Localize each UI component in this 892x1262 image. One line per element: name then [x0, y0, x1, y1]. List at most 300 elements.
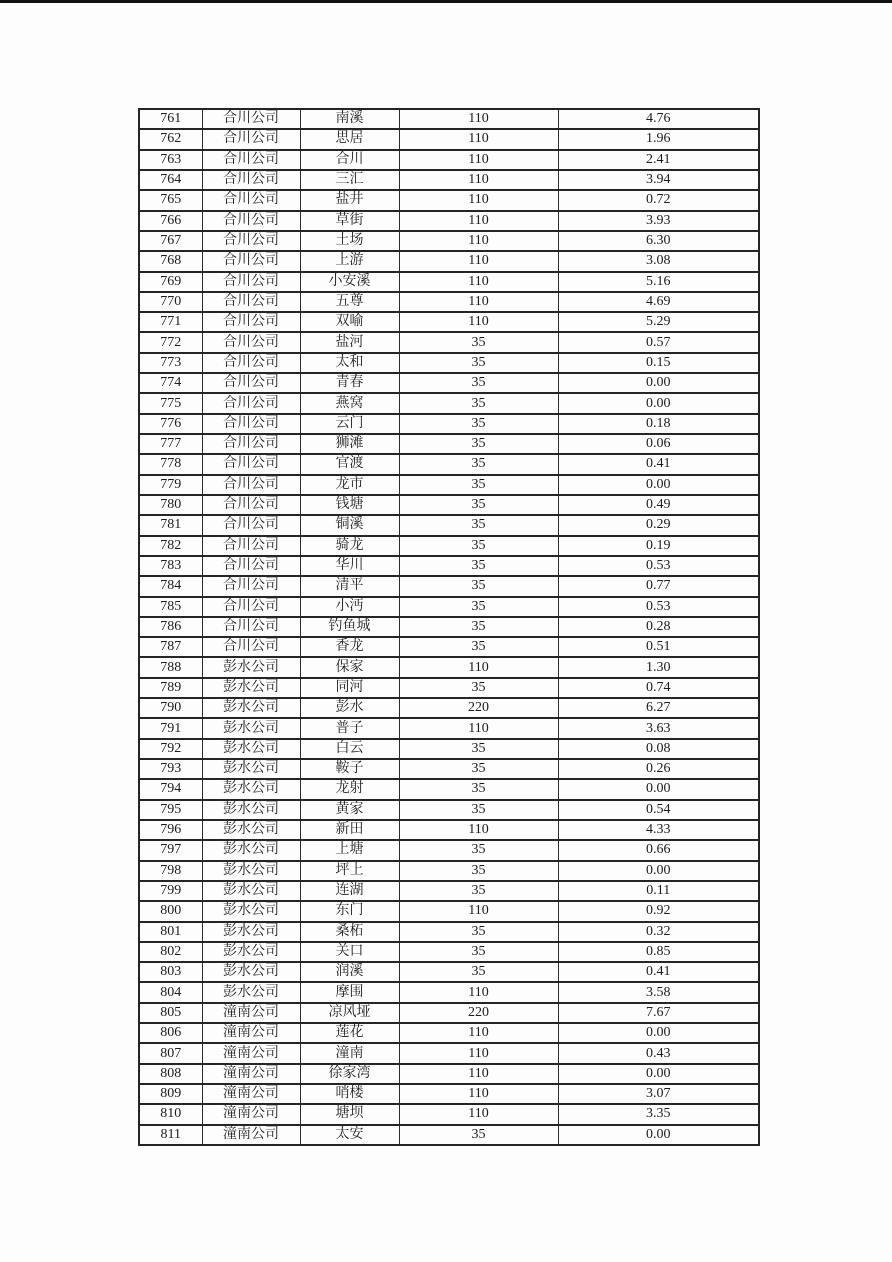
value-cell: 0.18 — [558, 414, 759, 434]
table-row — [139, 109, 759, 129]
table-row — [139, 718, 759, 738]
row-number-cell: 801 — [139, 922, 202, 942]
table-row — [139, 901, 759, 921]
company-cell: 彭水公司 — [202, 881, 300, 901]
row-number-cell: 799 — [139, 881, 202, 901]
company-cell: 彭水公司 — [202, 962, 300, 982]
company-cell: 合川公司 — [202, 251, 300, 271]
station-cell: 燕窝 — [300, 393, 399, 413]
row-number-cell: 764 — [139, 170, 202, 190]
row-number-cell: 802 — [139, 942, 202, 962]
table-row — [139, 1043, 759, 1063]
voltage-cell: 110 — [399, 718, 558, 738]
row-number-cell: 779 — [139, 475, 202, 495]
table-row — [139, 881, 759, 901]
company-cell: 潼南公司 — [202, 1125, 300, 1145]
voltage-cell: 220 — [399, 698, 558, 718]
station-cell: 盐井 — [300, 190, 399, 210]
company-cell: 彭水公司 — [202, 982, 300, 1002]
station-cell: 太和 — [300, 353, 399, 373]
table-row — [139, 779, 759, 799]
table-row — [139, 251, 759, 271]
value-cell: 0.00 — [558, 1023, 759, 1043]
value-cell: 0.57 — [558, 332, 759, 352]
company-cell: 彭水公司 — [202, 657, 300, 677]
row-number-cell: 781 — [139, 515, 202, 535]
table-row — [139, 231, 759, 251]
company-cell: 合川公司 — [202, 272, 300, 292]
value-cell: 0.29 — [558, 515, 759, 535]
row-number-cell: 807 — [139, 1043, 202, 1063]
row-number-cell: 777 — [139, 434, 202, 454]
station-cell: 小安溪 — [300, 272, 399, 292]
table-row — [139, 475, 759, 495]
table-row — [139, 454, 759, 474]
voltage-cell: 35 — [399, 962, 558, 982]
company-cell: 彭水公司 — [202, 739, 300, 759]
table-row — [139, 190, 759, 210]
voltage-cell: 35 — [399, 597, 558, 617]
station-cell: 钱塘 — [300, 495, 399, 515]
voltage-cell: 110 — [399, 657, 558, 677]
voltage-cell: 35 — [399, 678, 558, 698]
station-cell: 新田 — [300, 820, 399, 840]
row-number-cell: 811 — [139, 1125, 202, 1145]
station-cell: 上游 — [300, 251, 399, 271]
company-cell: 合川公司 — [202, 211, 300, 231]
row-number-cell: 787 — [139, 637, 202, 657]
table-row — [139, 982, 759, 1002]
company-cell: 潼南公司 — [202, 1003, 300, 1023]
station-cell: 清平 — [300, 576, 399, 596]
row-number-cell: 769 — [139, 272, 202, 292]
table-row — [139, 698, 759, 718]
company-cell: 彭水公司 — [202, 922, 300, 942]
station-cell: 五尊 — [300, 292, 399, 312]
table-row — [139, 1125, 759, 1145]
row-number-cell: 785 — [139, 597, 202, 617]
station-cell: 连湖 — [300, 881, 399, 901]
value-cell: 0.00 — [558, 779, 759, 799]
row-number-cell: 797 — [139, 840, 202, 860]
row-number-cell: 783 — [139, 556, 202, 576]
company-cell: 合川公司 — [202, 231, 300, 251]
data-table — [138, 108, 760, 1146]
voltage-cell: 110 — [399, 292, 558, 312]
table-row — [139, 861, 759, 881]
voltage-cell: 35 — [399, 840, 558, 860]
row-number-cell: 786 — [139, 617, 202, 637]
value-cell: 0.00 — [558, 861, 759, 881]
company-cell: 潼南公司 — [202, 1043, 300, 1063]
value-cell: 5.29 — [558, 312, 759, 332]
company-cell: 合川公司 — [202, 515, 300, 535]
value-cell: 0.41 — [558, 454, 759, 474]
company-cell: 合川公司 — [202, 536, 300, 556]
row-number-cell: 805 — [139, 1003, 202, 1023]
table-row — [139, 536, 759, 556]
value-cell: 0.49 — [558, 495, 759, 515]
company-cell: 彭水公司 — [202, 861, 300, 881]
voltage-cell: 35 — [399, 495, 558, 515]
company-cell: 合川公司 — [202, 312, 300, 332]
station-cell: 思居 — [300, 129, 399, 149]
voltage-cell: 35 — [399, 475, 558, 495]
scan-artifact-line — [0, 0, 892, 3]
row-number-cell: 806 — [139, 1023, 202, 1043]
company-cell: 潼南公司 — [202, 1104, 300, 1124]
company-cell: 合川公司 — [202, 393, 300, 413]
value-cell: 3.07 — [558, 1084, 759, 1104]
voltage-cell: 35 — [399, 881, 558, 901]
company-cell: 合川公司 — [202, 434, 300, 454]
table-row — [139, 637, 759, 657]
station-cell: 鞍子 — [300, 759, 399, 779]
row-number-cell: 792 — [139, 739, 202, 759]
value-cell: 0.00 — [558, 1125, 759, 1145]
row-number-cell: 796 — [139, 820, 202, 840]
value-cell: 0.51 — [558, 637, 759, 657]
value-cell: 0.92 — [558, 901, 759, 921]
company-cell: 合川公司 — [202, 353, 300, 373]
table-row — [139, 414, 759, 434]
value-cell: 0.53 — [558, 597, 759, 617]
station-cell: 坪上 — [300, 861, 399, 881]
value-cell: 0.11 — [558, 881, 759, 901]
station-cell: 土场 — [300, 231, 399, 251]
company-cell: 合川公司 — [202, 617, 300, 637]
station-cell: 徐家湾 — [300, 1064, 399, 1084]
value-cell: 0.43 — [558, 1043, 759, 1063]
station-cell: 云门 — [300, 414, 399, 434]
table-row — [139, 840, 759, 860]
value-cell: 3.93 — [558, 211, 759, 231]
company-cell: 彭水公司 — [202, 698, 300, 718]
station-cell: 三汇 — [300, 170, 399, 190]
station-cell: 小沔 — [300, 597, 399, 617]
value-cell: 1.30 — [558, 657, 759, 677]
row-number-cell: 776 — [139, 414, 202, 434]
table-row — [139, 556, 759, 576]
value-cell: 0.32 — [558, 922, 759, 942]
value-cell: 0.53 — [558, 556, 759, 576]
station-cell: 南溪 — [300, 109, 399, 129]
row-number-cell: 798 — [139, 861, 202, 881]
voltage-cell: 110 — [399, 982, 558, 1002]
voltage-cell: 35 — [399, 454, 558, 474]
voltage-cell: 35 — [399, 617, 558, 637]
company-cell: 合川公司 — [202, 292, 300, 312]
station-cell: 东门 — [300, 901, 399, 921]
voltage-cell: 35 — [399, 922, 558, 942]
row-number-cell: 763 — [139, 150, 202, 170]
table-row — [139, 1064, 759, 1084]
voltage-cell: 110 — [399, 1023, 558, 1043]
voltage-cell: 110 — [399, 820, 558, 840]
station-cell: 青春 — [300, 373, 399, 393]
voltage-cell: 35 — [399, 800, 558, 820]
company-cell: 彭水公司 — [202, 678, 300, 698]
row-number-cell: 775 — [139, 393, 202, 413]
value-cell: 7.67 — [558, 1003, 759, 1023]
row-number-cell: 809 — [139, 1084, 202, 1104]
company-cell: 合川公司 — [202, 454, 300, 474]
table-row — [139, 129, 759, 149]
voltage-cell: 35 — [399, 353, 558, 373]
voltage-cell: 110 — [399, 211, 558, 231]
company-cell: 彭水公司 — [202, 840, 300, 860]
value-cell: 4.76 — [558, 109, 759, 129]
company-cell: 彭水公司 — [202, 718, 300, 738]
table-row — [139, 617, 759, 637]
voltage-cell: 35 — [399, 414, 558, 434]
row-number-cell: 795 — [139, 800, 202, 820]
voltage-cell: 110 — [399, 1043, 558, 1063]
table-row — [139, 657, 759, 677]
company-cell: 彭水公司 — [202, 901, 300, 921]
value-cell: 3.08 — [558, 251, 759, 271]
voltage-cell: 110 — [399, 272, 558, 292]
value-cell: 1.96 — [558, 129, 759, 149]
row-number-cell: 808 — [139, 1064, 202, 1084]
value-cell: 6.27 — [558, 698, 759, 718]
row-number-cell: 788 — [139, 657, 202, 677]
row-number-cell: 771 — [139, 312, 202, 332]
voltage-cell: 110 — [399, 901, 558, 921]
table-row — [139, 373, 759, 393]
row-number-cell: 800 — [139, 901, 202, 921]
company-cell: 合川公司 — [202, 109, 300, 129]
row-number-cell: 773 — [139, 353, 202, 373]
row-number-cell: 768 — [139, 251, 202, 271]
voltage-cell: 35 — [399, 637, 558, 657]
station-cell: 华川 — [300, 556, 399, 576]
row-number-cell: 790 — [139, 698, 202, 718]
value-cell: 0.66 — [558, 840, 759, 860]
table-row — [139, 962, 759, 982]
row-number-cell: 803 — [139, 962, 202, 982]
station-cell: 草街 — [300, 211, 399, 231]
company-cell: 合川公司 — [202, 373, 300, 393]
row-number-cell: 765 — [139, 190, 202, 210]
table-row — [139, 1104, 759, 1124]
row-number-cell: 767 — [139, 231, 202, 251]
station-cell: 凉风垭 — [300, 1003, 399, 1023]
voltage-cell: 110 — [399, 1104, 558, 1124]
value-cell: 0.26 — [558, 759, 759, 779]
voltage-cell: 35 — [399, 515, 558, 535]
voltage-cell: 35 — [399, 861, 558, 881]
company-cell: 彭水公司 — [202, 759, 300, 779]
company-cell: 合川公司 — [202, 556, 300, 576]
station-cell: 龙市 — [300, 475, 399, 495]
row-number-cell: 782 — [139, 536, 202, 556]
row-number-cell: 810 — [139, 1104, 202, 1124]
value-cell: 0.28 — [558, 617, 759, 637]
company-cell: 合川公司 — [202, 190, 300, 210]
company-cell: 彭水公司 — [202, 820, 300, 840]
company-cell: 合川公司 — [202, 150, 300, 170]
table-row — [139, 332, 759, 352]
value-cell: 0.00 — [558, 475, 759, 495]
table-row — [139, 353, 759, 373]
voltage-cell: 35 — [399, 434, 558, 454]
station-cell: 彭水 — [300, 698, 399, 718]
company-cell: 合川公司 — [202, 332, 300, 352]
row-number-cell: 793 — [139, 759, 202, 779]
voltage-cell: 220 — [399, 1003, 558, 1023]
voltage-cell: 110 — [399, 1084, 558, 1104]
voltage-cell: 110 — [399, 231, 558, 251]
table-row — [139, 312, 759, 332]
voltage-cell: 110 — [399, 190, 558, 210]
station-cell: 狮滩 — [300, 434, 399, 454]
value-cell: 6.30 — [558, 231, 759, 251]
company-cell: 彭水公司 — [202, 800, 300, 820]
station-cell: 香龙 — [300, 637, 399, 657]
station-cell: 潼南 — [300, 1043, 399, 1063]
table-row — [139, 170, 759, 190]
value-cell: 3.35 — [558, 1104, 759, 1124]
table-row — [139, 739, 759, 759]
station-cell: 骑龙 — [300, 536, 399, 556]
value-cell: 4.69 — [558, 292, 759, 312]
value-cell: 0.00 — [558, 373, 759, 393]
table-row — [139, 495, 759, 515]
voltage-cell: 110 — [399, 312, 558, 332]
station-cell: 塘坝 — [300, 1104, 399, 1124]
table-row — [139, 272, 759, 292]
station-cell: 保家 — [300, 657, 399, 677]
row-number-cell: 794 — [139, 779, 202, 799]
row-number-cell: 784 — [139, 576, 202, 596]
voltage-cell: 35 — [399, 556, 558, 576]
row-number-cell: 789 — [139, 678, 202, 698]
table-row — [139, 597, 759, 617]
value-cell: 5.16 — [558, 272, 759, 292]
company-cell: 潼南公司 — [202, 1084, 300, 1104]
value-cell: 0.41 — [558, 962, 759, 982]
table-row — [139, 211, 759, 231]
voltage-cell: 35 — [399, 759, 558, 779]
station-cell: 铜溪 — [300, 515, 399, 535]
station-cell: 合川 — [300, 150, 399, 170]
row-number-cell: 766 — [139, 211, 202, 231]
voltage-cell: 110 — [399, 129, 558, 149]
voltage-cell: 35 — [399, 393, 558, 413]
station-cell: 钓鱼城 — [300, 617, 399, 637]
value-cell: 0.54 — [558, 800, 759, 820]
row-number-cell: 761 — [139, 109, 202, 129]
company-cell: 合川公司 — [202, 637, 300, 657]
table-body — [139, 109, 759, 1145]
table-row — [139, 1023, 759, 1043]
value-cell: 3.58 — [558, 982, 759, 1002]
row-number-cell: 804 — [139, 982, 202, 1002]
station-cell: 盐河 — [300, 332, 399, 352]
station-cell: 摩围 — [300, 982, 399, 1002]
company-cell: 合川公司 — [202, 170, 300, 190]
table-row — [139, 820, 759, 840]
table-row — [139, 1003, 759, 1023]
value-cell: 0.77 — [558, 576, 759, 596]
station-cell: 官渡 — [300, 454, 399, 474]
table-row — [139, 515, 759, 535]
row-number-cell: 774 — [139, 373, 202, 393]
value-cell: 0.00 — [558, 1064, 759, 1084]
station-cell: 太安 — [300, 1125, 399, 1145]
station-cell: 黄家 — [300, 800, 399, 820]
voltage-cell: 35 — [399, 373, 558, 393]
table-row — [139, 150, 759, 170]
station-cell: 哨楼 — [300, 1084, 399, 1104]
voltage-cell: 110 — [399, 109, 558, 129]
voltage-cell: 110 — [399, 1064, 558, 1084]
voltage-cell: 110 — [399, 170, 558, 190]
station-cell: 润溪 — [300, 962, 399, 982]
value-cell: 4.33 — [558, 820, 759, 840]
table-row — [139, 576, 759, 596]
value-cell: 0.00 — [558, 393, 759, 413]
value-cell: 3.94 — [558, 170, 759, 190]
company-cell: 合川公司 — [202, 129, 300, 149]
value-cell: 0.06 — [558, 434, 759, 454]
value-cell: 0.85 — [558, 942, 759, 962]
station-cell: 白云 — [300, 739, 399, 759]
value-cell: 3.63 — [558, 718, 759, 738]
table-row — [139, 434, 759, 454]
table-container — [138, 108, 758, 1146]
row-number-cell: 778 — [139, 454, 202, 474]
voltage-cell: 35 — [399, 576, 558, 596]
company-cell: 潼南公司 — [202, 1023, 300, 1043]
voltage-cell: 35 — [399, 779, 558, 799]
company-cell: 合川公司 — [202, 414, 300, 434]
company-cell: 合川公司 — [202, 597, 300, 617]
row-number-cell: 780 — [139, 495, 202, 515]
company-cell: 彭水公司 — [202, 942, 300, 962]
value-cell: 0.15 — [558, 353, 759, 373]
voltage-cell: 35 — [399, 536, 558, 556]
company-cell: 合川公司 — [202, 475, 300, 495]
value-cell: 0.08 — [558, 739, 759, 759]
table-row — [139, 922, 759, 942]
table-row — [139, 800, 759, 820]
table-row — [139, 678, 759, 698]
station-cell: 普子 — [300, 718, 399, 738]
row-number-cell: 772 — [139, 332, 202, 352]
station-cell: 龙射 — [300, 779, 399, 799]
company-cell: 合川公司 — [202, 495, 300, 515]
station-cell: 同河 — [300, 678, 399, 698]
company-cell: 潼南公司 — [202, 1064, 300, 1084]
table-row — [139, 1084, 759, 1104]
station-cell: 桑柘 — [300, 922, 399, 942]
table-row — [139, 292, 759, 312]
station-cell: 上塘 — [300, 840, 399, 860]
voltage-cell: 35 — [399, 1125, 558, 1145]
voltage-cell: 35 — [399, 332, 558, 352]
value-cell: 0.74 — [558, 678, 759, 698]
table-row — [139, 942, 759, 962]
station-cell: 双喻 — [300, 312, 399, 332]
row-number-cell: 791 — [139, 718, 202, 738]
value-cell: 0.72 — [558, 190, 759, 210]
voltage-cell: 110 — [399, 150, 558, 170]
company-cell: 彭水公司 — [202, 779, 300, 799]
company-cell: 合川公司 — [202, 576, 300, 596]
voltage-cell: 35 — [399, 739, 558, 759]
